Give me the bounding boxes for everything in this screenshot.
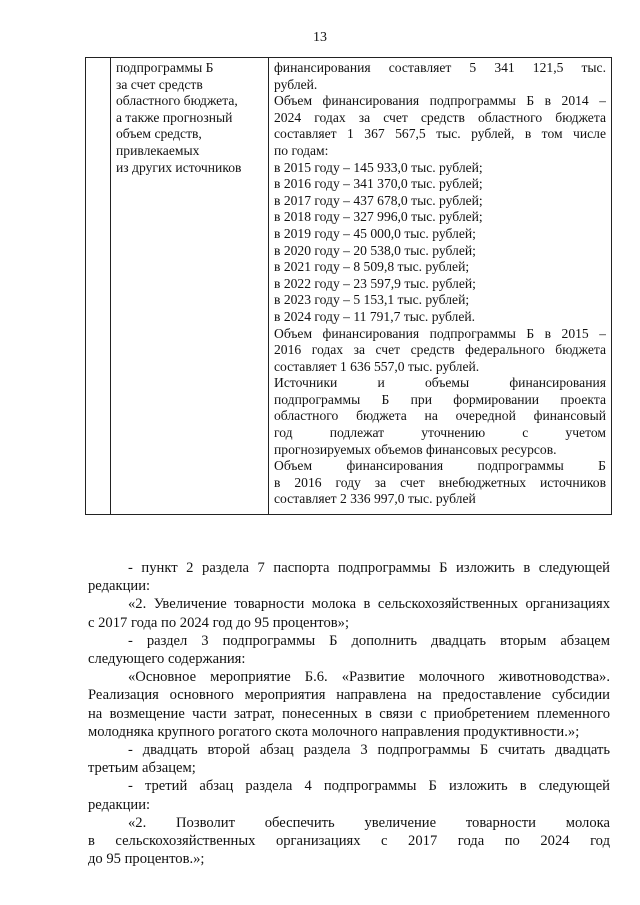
value-line: Объем финансирования подпрограммы Б в 2015 – [274, 325, 606, 341]
value-line: в 2016 году за счет внебюджетных источников [274, 474, 606, 490]
paragraph [88, 741, 610, 777]
year-line: в 2023 году – 5 153,1 тыс. рублей; [274, 292, 470, 308]
value-line: составляет 1 636 557,0 тыс. рублей. [274, 358, 480, 374]
paragraph [88, 668, 610, 741]
value-line: по годам: [274, 142, 329, 158]
value-line: финансирования составляет 5 341 121,5 тыс. [274, 60, 606, 75]
paragraph-line: редакции: [88, 796, 151, 813]
year-line: в 2016 году – 341 370,0 тыс. рублей; [274, 176, 483, 192]
body-text [88, 559, 610, 868]
paragraph-line: - двадцать второй абзац раздела 3 подпрограммы Б считать двадцать [128, 742, 610, 759]
paragraph-line: «2. Увеличение товарности молока в сельскохозяйственных организациях [128, 596, 610, 613]
label-line: подпрограммы Б [116, 60, 214, 75]
year-line: в 2017 году – 437 678,0 тыс. рублей; [274, 192, 483, 208]
paragraph-line: следующего содержания: [88, 651, 246, 668]
value-line: рублей. [274, 76, 318, 92]
page-number: 13 [313, 30, 327, 45]
value-line: год подлежат уточнению с учетом [274, 425, 606, 441]
paragraph-line: до 95 процентов.»; [88, 851, 205, 868]
paragraph [88, 559, 610, 595]
value-line: подпрограммы Б при формировании проекта [274, 391, 606, 407]
value-line: 2024 годах за счет средств областного бюджета [274, 109, 606, 125]
paragraph-line: с 2017 года по 2024 год до 95 процентов»; [88, 614, 350, 631]
value-line: Объем финансирования подпрограммы Б [274, 458, 606, 474]
value-line: прогнозируемых объемов финансовых ресурсов. [274, 441, 557, 457]
label-line: объем средств, [116, 126, 202, 142]
paragraph [88, 632, 610, 668]
paragraph-line: редакции: [88, 578, 151, 595]
year-line: в 2022 году – 23 597,9 тыс. рублей; [274, 275, 476, 291]
paragraph-line: Реализация основного мероприятия направлена на предоставление субсидии [88, 687, 610, 704]
year-line: в 2024 году – 11 791,7 тыс. рублей. [274, 308, 476, 324]
paragraph [88, 777, 610, 813]
value-line: составляет 1 367 567,5 тыс. рублей, в том числе [274, 126, 606, 142]
paragraph-line: молодняка крупного рогатого скота молочного направления продуктивности.»; [88, 723, 580, 740]
label-line: областного бюджета, [116, 93, 238, 109]
value-line: 2016 годах за счет средств федерального бюджета [274, 342, 606, 358]
paragraph-line: на возмещение части затрат, понесенных в связи с приобретением племенного [88, 705, 610, 722]
label-line: за счет средств [116, 76, 203, 92]
year-line: в 2018 году – 327 996,0 тыс. рублей; [274, 209, 483, 225]
label-line: привлекаемых [116, 142, 200, 158]
value-line: составляет 2 336 997,0 тыс. рублей [274, 491, 476, 507]
paragraph-line: третьим абзацем; [88, 760, 196, 777]
paragraph-line: - раздел 3 подпрограммы Б дополнить двадцать вторым абзацем [128, 632, 610, 649]
label-line: из других источников [116, 159, 242, 175]
year-line: в 2021 году – 8 509,8 тыс. рублей; [274, 259, 470, 275]
paragraph-line: «2. Позволит обеспечить увеличение товарности молока [128, 814, 610, 831]
value-line: Объем финансирования подпрограммы Б в 2014 – [274, 93, 606, 109]
value-line: областного бюджета на очередной финансовый [274, 408, 606, 424]
paragraph-line: в сельскохозяйственных организациях с 2017 года по 2024 год [88, 833, 610, 850]
table-cell-label [111, 58, 269, 515]
table-cell-empty [86, 58, 111, 515]
year-line: в 2019 году – 45 000,0 тыс. рублей; [274, 225, 476, 241]
paragraph [88, 595, 610, 631]
label-line: а также прогнозный [116, 109, 233, 125]
paragraph-line: - пункт 2 раздела 7 паспорта подпрограммы Б изложить в следующей [128, 560, 610, 576]
table-cell-value [269, 58, 612, 515]
paragraph-line: «Основное мероприятие Б.6. «Развитие молочного животноводства». [128, 669, 610, 686]
paragraph-line: - третий абзац раздела 4 подпрограммы Б изложить в следующей [128, 778, 610, 795]
passport-table [85, 57, 612, 515]
table-row [86, 58, 612, 515]
year-line: в 2015 году – 145 933,0 тыс. рублей; [274, 159, 483, 175]
year-line: в 2020 году – 20 538,0 тыс. рублей; [274, 242, 476, 258]
value-line: Источники и объемы финансирования [274, 375, 606, 391]
paragraph [88, 814, 610, 869]
